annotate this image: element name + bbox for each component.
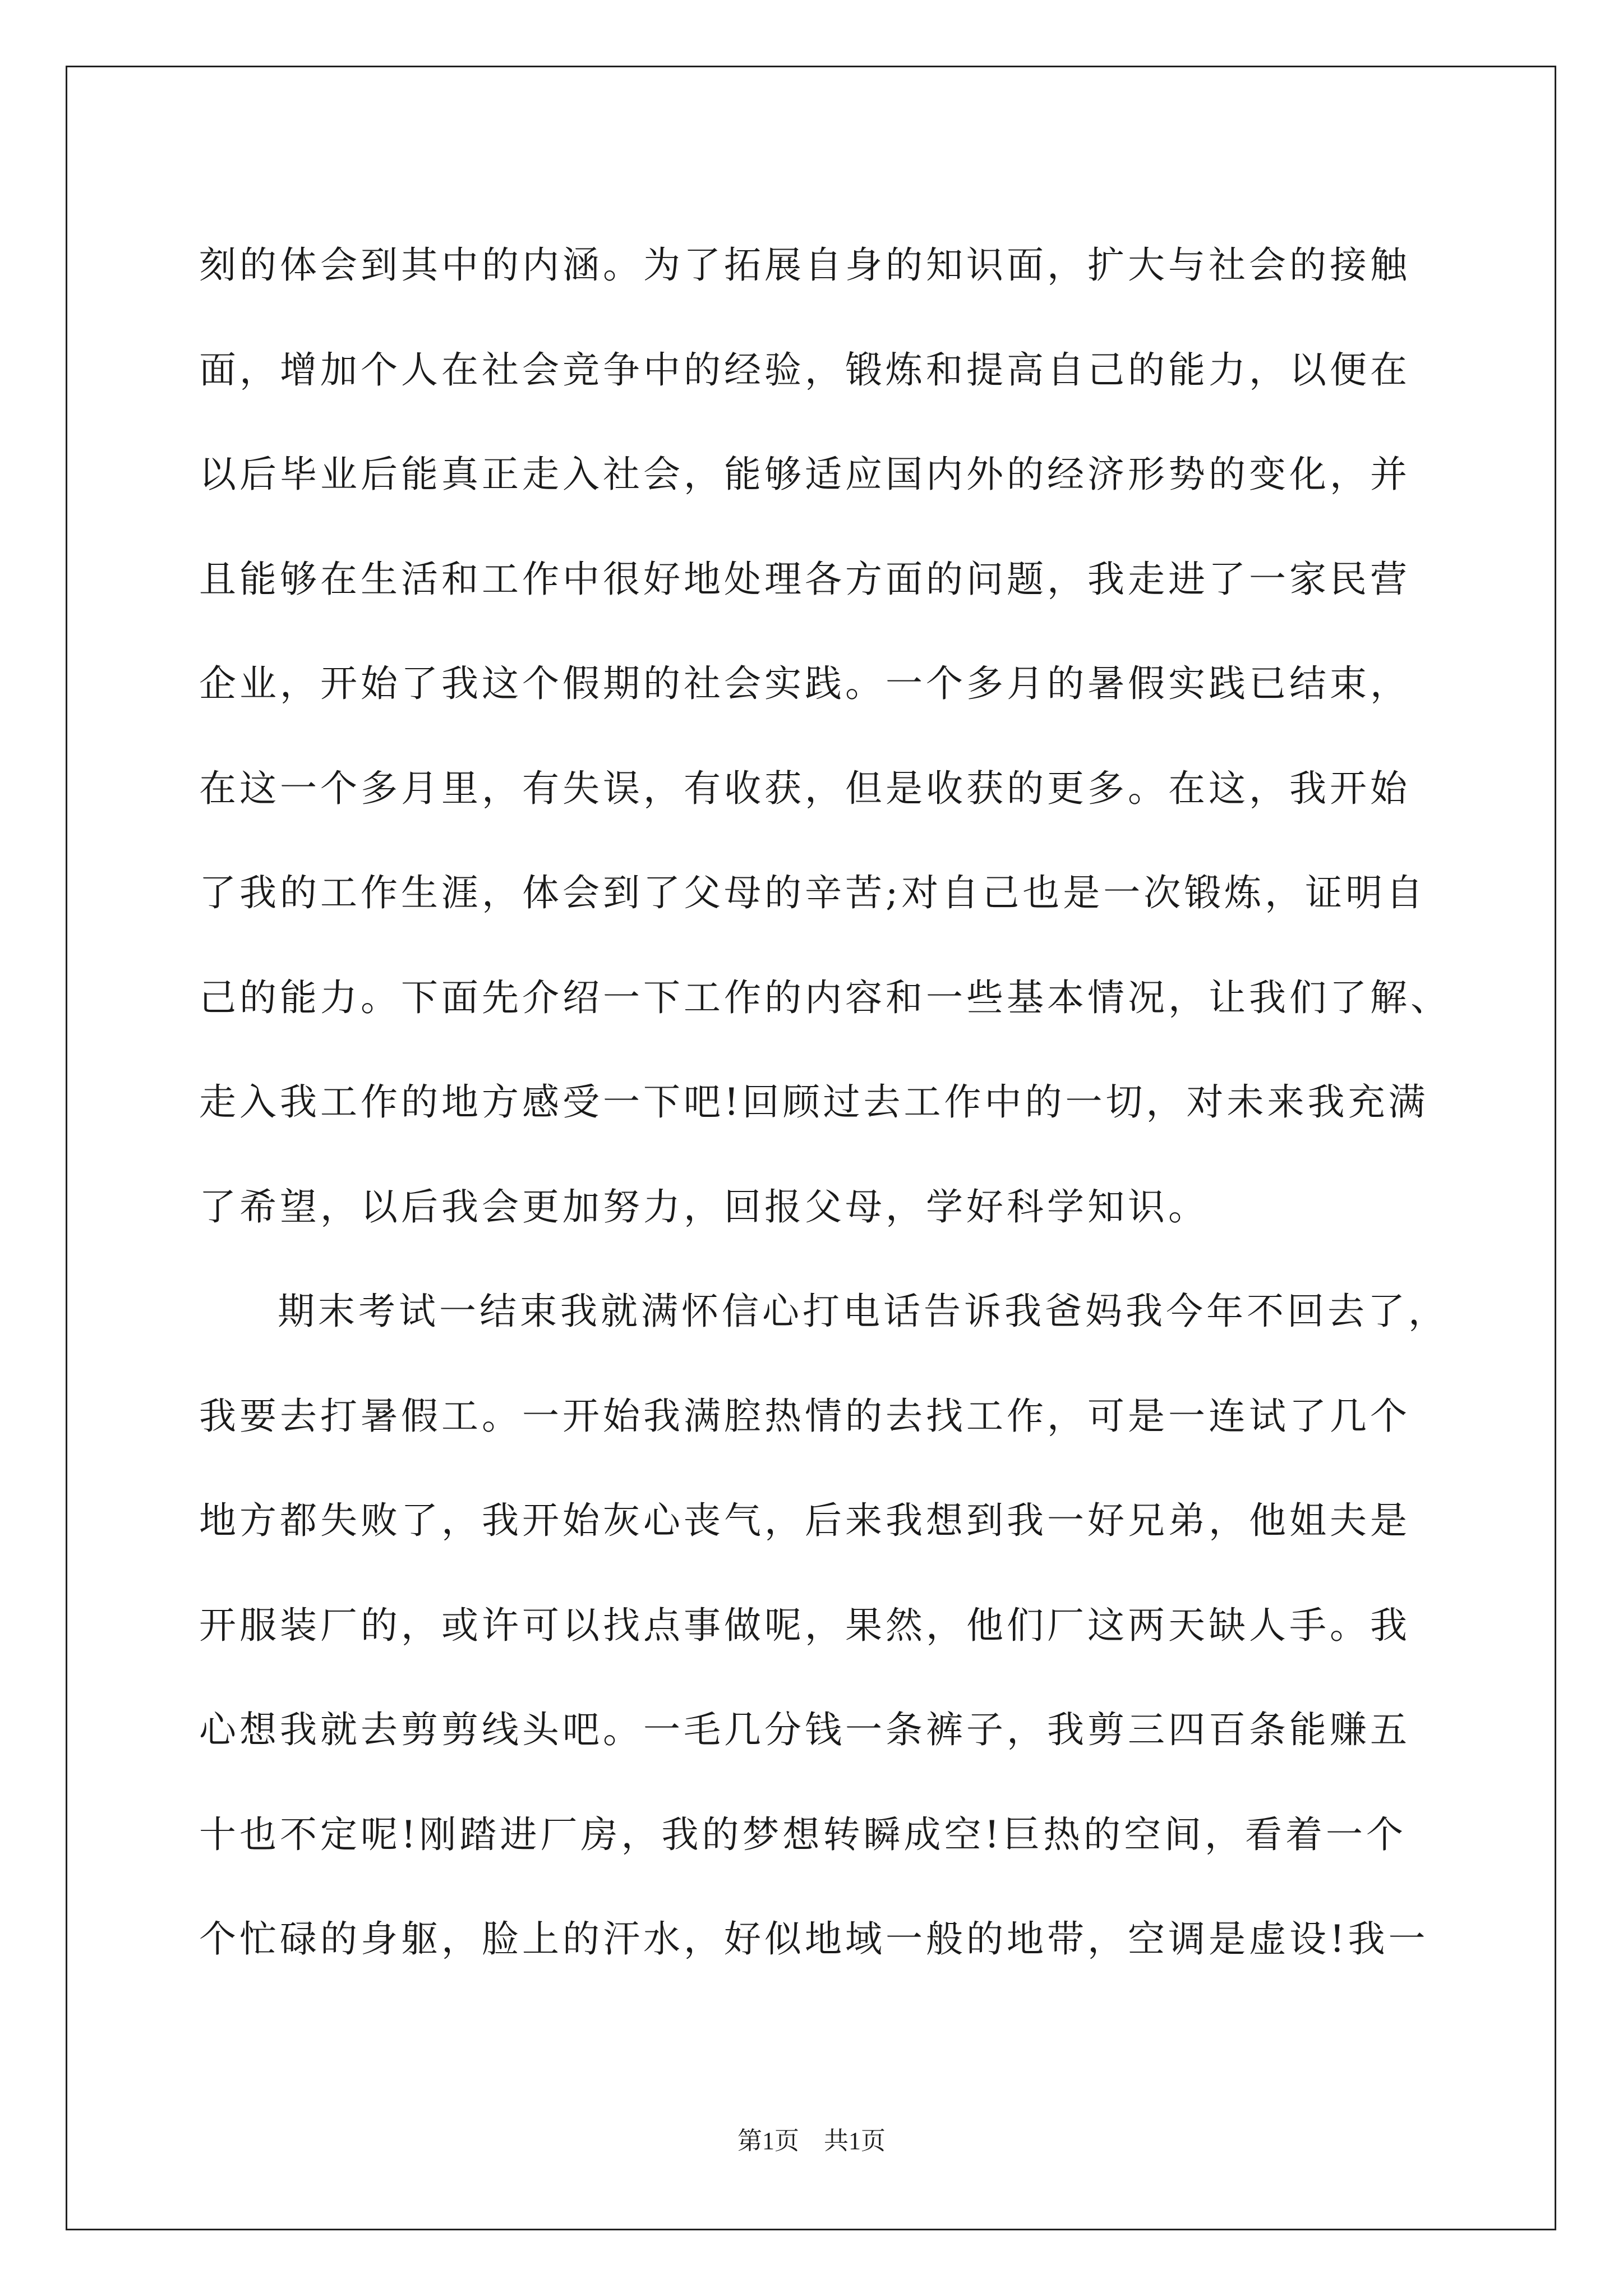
text-line: 面，增加个人在社会竞争中的经验，锻炼和提高自己的能力，以便在 — [199, 348, 1410, 392]
text-line: 己的能力。下面先介绍一下工作的内容和一些基本情况，让我们了解、 — [199, 976, 1451, 1019]
text-line: 了希望，以后我会更加努力，回报父母，学好科学知识。 — [199, 1185, 1209, 1228]
text-line: 刻的体会到其中的内涵。为了拓展自身的知识面，扩大与社会的接触 — [199, 243, 1410, 287]
document-body — [199, 213, 1451, 1992]
text-line: 个忙碌的身躯，脸上的汗水，好似地域一般的地带，空调是虚设!我一 — [199, 1917, 1429, 1961]
text-line: 我要去打暑假工。一开始我满腔热情的去找工作，可是一连试了几个 — [199, 1394, 1410, 1438]
text-line: 企业，开始了我这个假期的社会实践。一个多月的暑假实践已结束， — [199, 662, 1410, 705]
text-line: 十也不定呢!刚踏进厂房，我的梦想转瞬成空!巨热的空间，看着一个 — [199, 1812, 1407, 1856]
text-line: 走入我工作的地方感受一下吧!回顾过去工作中的一切，对未来我充满 — [199, 1080, 1429, 1124]
text-line: 开服装厂的，或许可以找点事做呢，果然，他们厂这两天缺人手。我 — [199, 1603, 1410, 1647]
page-footer: 第1页 共1页 — [737, 2127, 886, 2155]
text-line: 在这一个多月里，有失误，有收获，但是收获的更多。在这，我开始 — [199, 766, 1410, 810]
text-line: 以后毕业后能真正走入社会，能够适应国内外的经济形势的变化，并 — [199, 453, 1410, 496]
text-line: 且能够在生活和工作中很好地处理各方面的问题，我走进了一家民营 — [199, 557, 1410, 601]
paragraph-first-line: 期末考试一结束我就满怀信心打电话告诉我爸妈我今年不回去了， — [278, 1290, 1449, 1333]
text-line: 心想我就去剪剪线头吧。一毛几分钱一条裤子，我剪三四百条能赚五 — [199, 1708, 1410, 1751]
text-line: 了我的工作生涯，体会到了父母的辛苦;对自己也是一次锻炼，证明自 — [199, 871, 1427, 914]
text-line: 地方都失败了，我开始灰心丧气，后来我想到我一好兄弟，他姐夫是 — [199, 1499, 1410, 1542]
